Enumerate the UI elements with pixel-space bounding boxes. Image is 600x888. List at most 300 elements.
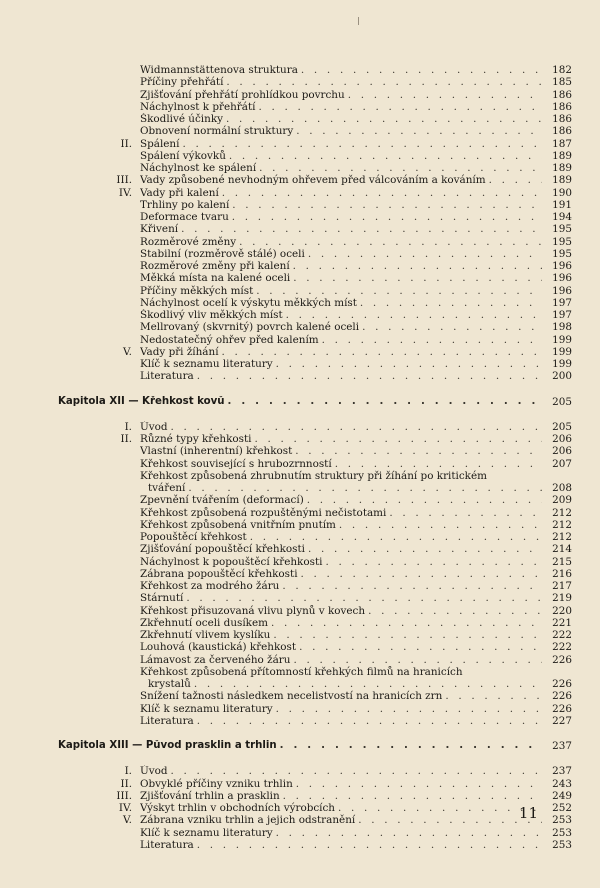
toc-entry	[140, 556, 542, 568]
toc-leader-dots	[445, 690, 542, 702]
toc-page-number: 208	[552, 482, 572, 494]
toc-entry	[140, 162, 542, 174]
toc-title: Vady při kalení	[140, 186, 219, 199]
toc-entry	[140, 690, 542, 702]
toc-chapter-row[interactable]	[0, 396, 600, 408]
toc-leader-dots	[229, 150, 542, 162]
toc-title: Kapitola XII — Křehkost kovů	[58, 395, 225, 407]
toc-row[interactable]	[0, 605, 600, 617]
toc-title: Zpevnění tvářením (deformací)	[140, 494, 304, 507]
toc-row[interactable]	[0, 507, 600, 519]
toc-row[interactable]	[0, 358, 600, 370]
toc-entry	[140, 568, 542, 580]
toc-title: Vady při žíhání	[140, 345, 219, 358]
toc-page-number: 205	[552, 395, 572, 408]
toc-entry	[140, 174, 542, 186]
toc-leader-dots	[293, 272, 542, 284]
toc-title: Obnovení normální struktury	[140, 125, 294, 138]
toc-entry	[140, 358, 542, 370]
toc-title: Křivení	[140, 223, 179, 236]
toc-title: Zábrana popouštěcí křehkosti	[140, 567, 298, 580]
toc-leader-dots	[256, 285, 542, 297]
toc-leader-dots	[171, 421, 542, 433]
toc-page-number: 226	[552, 678, 572, 690]
toc-row[interactable]	[0, 297, 600, 309]
toc-row[interactable]	[0, 346, 600, 358]
toc-page-number: 199	[552, 345, 572, 358]
toc-row[interactable]	[0, 89, 600, 101]
toc-page-number: 212	[552, 531, 572, 543]
toc-section-number: III.	[116, 174, 132, 187]
toc-entry	[140, 703, 542, 715]
toc-entry	[140, 346, 542, 358]
toc-leader-dots	[228, 396, 542, 408]
toc-title: Náchylnost ocelí k výskytu měkkých míst	[140, 296, 357, 309]
toc-page-number: 227	[552, 714, 572, 727]
toc-page-number: 222	[552, 629, 572, 641]
toc-row[interactable]	[0, 174, 600, 186]
toc-row[interactable]	[0, 248, 600, 260]
toc-row[interactable]	[0, 827, 600, 839]
toc-page-number: 215	[552, 555, 572, 568]
toc-row[interactable]	[0, 260, 600, 272]
toc-title: Spálení	[140, 137, 180, 150]
toc-row[interactable]	[0, 790, 600, 802]
toc-row[interactable]	[0, 199, 600, 211]
toc-leader-dots	[276, 358, 542, 370]
toc-title: Škodlivý vliv měkkých míst	[140, 309, 283, 321]
toc-row[interactable]	[0, 187, 600, 199]
toc-entry	[140, 260, 542, 272]
toc-title: Náchylnost ke spálení	[140, 162, 257, 174]
toc-title: Rozměrové změny	[140, 235, 237, 248]
toc-page-number: 196	[552, 272, 572, 285]
table-of-contents	[0, 64, 600, 851]
toc-page-number: 205	[552, 420, 572, 433]
toc-entry	[140, 113, 542, 125]
toc-title: Různé typy křehkosti	[140, 433, 252, 445]
toc-page-number: 198	[552, 321, 572, 334]
toc-page-number: 253	[552, 838, 572, 851]
toc-entry	[140, 839, 542, 851]
toc-page-number: 199	[552, 358, 572, 370]
toc-leader-dots	[280, 740, 542, 752]
toc-entry	[140, 211, 542, 223]
toc-leader-dots	[293, 260, 542, 272]
toc-title: Vlastní (inherentní) křehkost	[140, 445, 293, 458]
toc-leader-dots	[295, 445, 542, 457]
toc-page-number: 237	[552, 740, 572, 752]
toc-title: Zábrana vzniku trhlin a jejich odstranění	[140, 814, 356, 827]
toc-row[interactable]	[0, 592, 600, 604]
toc-section-number: V.	[123, 814, 132, 827]
toc-page-number: 196	[552, 260, 572, 272]
toc-leader-dots	[301, 64, 542, 76]
toc-title: Widmannstättenova struktura	[140, 64, 298, 76]
toc-title: Stárnutí	[140, 592, 184, 605]
toc-leader-dots	[232, 199, 542, 211]
toc-section-number: I.	[124, 420, 132, 433]
toc-row[interactable]	[0, 272, 600, 284]
toc-page-number: 206	[552, 433, 572, 445]
toc-title: Klíč k seznamu literatury	[140, 358, 273, 370]
toc-page-number: 226	[552, 690, 572, 703]
toc-row[interactable]	[0, 309, 600, 321]
toc-page-number: 190	[552, 186, 572, 199]
toc-leader-dots	[197, 370, 542, 382]
toc-title: Mell​rovaný (skvrnitý) povrch kalené oceli	[140, 321, 360, 334]
toc-leader-dots	[226, 113, 542, 125]
toc-page-number: 253	[552, 814, 572, 827]
toc-leader-dots	[489, 174, 542, 186]
toc-section-number: V.	[123, 345, 132, 358]
toc-page-number: 207	[552, 457, 572, 470]
toc-leader-dots	[182, 138, 542, 150]
toc-page-number: 195	[552, 223, 572, 236]
toc-leader-dots	[301, 568, 542, 580]
toc-title: Křehkost za modrého žáru	[140, 580, 280, 592]
toc-row[interactable]	[0, 690, 600, 702]
toc-page-number: 219	[552, 592, 572, 605]
toc-title: Křehkost způsobená přítomností křehkých filmů na hranicích	[140, 665, 463, 678]
toc-leader-dots	[296, 125, 542, 137]
toc-title: Náchylnost k přehřátí	[140, 100, 256, 113]
toc-row[interactable]	[0, 666, 600, 678]
toc-leader-dots	[308, 543, 542, 555]
toc-entry	[140, 76, 542, 88]
toc-title: Náchylnost k popouštěcí křehkosti	[140, 555, 323, 568]
toc-gap	[0, 727, 600, 740]
toc-leader-dots	[339, 519, 542, 531]
toc-page-number: 221	[552, 616, 572, 629]
toc-leader-dots	[360, 297, 542, 309]
toc-gap	[0, 383, 600, 396]
toc-row[interactable]	[0, 556, 600, 568]
toc-entry	[140, 334, 542, 346]
toc-leader-dots	[276, 703, 542, 715]
toc-title: Stabilní (rozměrově stálé) oceli	[140, 247, 305, 260]
toc-row[interactable]	[0, 433, 600, 445]
toc-title: Literatura	[140, 714, 194, 727]
toc-page-number: 186	[552, 88, 572, 101]
toc-page-number: 209	[552, 494, 572, 507]
toc-title: Kapitola XIII — Původ prasklin a trhlin	[58, 740, 277, 751]
toc-title: Klíč k seznamu literatury	[140, 702, 273, 715]
toc-leader-dots	[338, 802, 542, 814]
toc-row[interactable]	[0, 150, 600, 162]
toc-page-number: 186	[552, 113, 572, 125]
toc-page-number: 189	[552, 162, 572, 174]
toc-leader-dots	[322, 334, 542, 346]
toc-row[interactable]	[0, 654, 600, 666]
toc-title: Snížení tažnosti následkem necelistvostí na hranicích zrn	[140, 690, 443, 703]
toc-entry	[140, 138, 542, 150]
toc-entry	[140, 101, 542, 113]
toc-page-number: 217	[552, 580, 572, 592]
toc-row[interactable]	[0, 334, 600, 346]
toc-leader-dots	[276, 827, 542, 839]
toc-page-number: 237	[552, 765, 572, 778]
toc-page-number: 195	[552, 235, 572, 248]
toc-row[interactable]	[0, 162, 600, 174]
toc-leader-dots	[282, 580, 542, 592]
toc-title: Deformace tvaru	[140, 211, 229, 223]
toc-entry	[140, 641, 542, 653]
toc-row[interactable]	[0, 223, 600, 235]
toc-leader-dots	[181, 223, 542, 235]
toc-row[interactable]	[0, 715, 600, 727]
toc-entry	[140, 605, 542, 617]
toc-leader-dots	[308, 248, 542, 260]
toc-title: Křehkost způsobená rozpuštěnými nečistotami	[140, 506, 387, 519]
toc-title: Zjišťování přehřátí prohlídkou povrchu	[140, 88, 345, 101]
toc-entry	[140, 592, 542, 604]
toc-row[interactable]	[0, 802, 600, 814]
toc-page-number: 206	[552, 445, 572, 458]
toc-entry	[140, 458, 542, 470]
toc-title: Zkřehnutí vlivem kyslíku	[140, 629, 271, 641]
toc-row[interactable]	[0, 445, 600, 457]
toc-page-number: 186	[552, 125, 572, 138]
toc-title: Křehkost způsobená vnitřním pnutím	[140, 518, 336, 531]
toc-row[interactable]	[0, 568, 600, 580]
toc-title: Úvod	[140, 765, 168, 778]
toc-row[interactable]	[0, 778, 600, 790]
toc-title: Klíč k seznamu literatury	[140, 826, 273, 839]
toc-page-number: 187	[552, 137, 572, 150]
toc-section-number: IV.	[118, 186, 132, 199]
toc-page-number: 220	[552, 604, 572, 617]
toc-entry	[140, 309, 542, 321]
paper-mark	[358, 17, 359, 25]
toc-title: Zkřehnutí oceli dusíkem	[140, 616, 268, 629]
toc-entry	[140, 370, 542, 382]
toc-entry	[140, 199, 542, 211]
toc-section-number: II.	[120, 433, 132, 445]
toc-entry	[140, 507, 542, 519]
toc-title: Louhová (kaustická) křehkost	[140, 641, 297, 654]
toc-entry	[140, 272, 542, 284]
toc-entry	[140, 617, 542, 629]
toc-row[interactable]	[0, 76, 600, 88]
toc-page-number: 214	[552, 543, 572, 556]
toc-page-number: 194	[552, 211, 572, 223]
toc-title: Příčiny měkkých míst	[140, 284, 254, 297]
toc-row[interactable]	[0, 321, 600, 333]
toc-entry	[140, 223, 542, 235]
toc-row[interactable]	[0, 370, 600, 382]
toc-title: Příčiny přehřátí	[140, 76, 224, 89]
toc-row[interactable]	[0, 765, 600, 777]
toc-leader-dots	[258, 101, 542, 113]
toc-row[interactable]	[0, 113, 600, 125]
toc-row[interactable]	[0, 617, 600, 629]
toc-title: Lámavost za červeného žáru	[140, 653, 291, 666]
toc-entry	[140, 297, 542, 309]
toc-entry	[140, 187, 542, 199]
toc-page-number: 196	[552, 284, 572, 297]
toc-entry	[140, 64, 542, 76]
toc-leader-dots	[299, 641, 542, 653]
toc-leader-dots	[250, 531, 542, 543]
toc-entry	[140, 421, 542, 433]
toc-page-number: 182	[552, 64, 572, 76]
toc-entry	[140, 445, 542, 457]
toc-row[interactable]	[0, 64, 600, 76]
toc-title: Měkká místa na kalené oceli	[140, 272, 291, 285]
toc-leader-dots	[368, 605, 542, 617]
toc-entry	[140, 543, 542, 555]
toc-row[interactable]	[0, 494, 600, 506]
toc-leader-dots	[186, 592, 542, 604]
toc-entry	[140, 285, 542, 297]
toc-row[interactable]	[0, 236, 600, 248]
toc-title: Zjišťování popouštěcí křehkosti	[140, 543, 306, 556]
toc-chapter-row[interactable]	[0, 740, 600, 752]
toc-leader-dots	[286, 309, 542, 321]
toc-page-number: 249	[552, 789, 572, 802]
toc-entry	[140, 715, 542, 727]
toc-row[interactable]	[0, 703, 600, 715]
toc-page-number: 197	[552, 309, 572, 321]
toc-gap	[0, 408, 600, 421]
toc-row[interactable]	[0, 519, 600, 531]
toc-entry	[140, 89, 542, 101]
toc-leader-dots	[293, 654, 542, 666]
toc-leader-dots	[348, 89, 542, 101]
toc-title: Škodlivé účinky	[140, 113, 223, 125]
toc-title: Křehkost související s hrubozrnností	[140, 457, 332, 470]
toc-row[interactable]	[0, 629, 600, 641]
toc-leader-dots	[358, 814, 542, 826]
toc-row[interactable]	[0, 839, 600, 851]
toc-leader-dots	[197, 715, 542, 727]
toc-entry	[140, 802, 542, 814]
toc-leader-dots	[194, 678, 542, 690]
toc-leader-dots	[271, 617, 542, 629]
toc-entry	[140, 654, 542, 666]
toc-entry	[140, 321, 542, 333]
toc-page-number: 252	[552, 802, 572, 814]
toc-title: krystalů	[148, 678, 191, 690]
toc-entry	[140, 470, 542, 482]
toc-page-number: 253	[552, 826, 572, 839]
toc-entry	[140, 778, 542, 790]
toc-leader-dots	[259, 162, 542, 174]
toc-entry	[148, 678, 542, 690]
toc-section-number: IV.	[118, 802, 132, 814]
toc-entry	[140, 580, 542, 592]
toc-page-number: 186	[552, 100, 572, 113]
toc-entry	[140, 790, 542, 802]
toc-leader-dots	[171, 765, 542, 777]
toc-page-number: 191	[552, 198, 572, 211]
toc-leader-dots	[232, 211, 542, 223]
toc-page-number: 216	[552, 567, 572, 580]
toc-leader-dots	[283, 790, 542, 802]
toc-section-number: II.	[120, 137, 132, 150]
toc-title: Obvyklé příčiny vzniku trhlin	[140, 777, 293, 790]
toc-page-number: 222	[552, 641, 572, 654]
toc-row[interactable]	[0, 470, 600, 482]
toc-entry	[140, 236, 542, 248]
toc-leader-dots	[222, 187, 542, 199]
toc-page-number: 226	[552, 653, 572, 666]
toc-title: Trhliny po kalení	[140, 198, 230, 211]
toc-entry	[140, 827, 542, 839]
toc-row[interactable]	[0, 641, 600, 653]
toc-row[interactable]	[0, 678, 600, 690]
toc-title: Vady způsobené nevhodným ohřevem před válcováním a kováním	[140, 174, 486, 187]
toc-row[interactable]	[0, 482, 600, 494]
toc-leader-dots	[239, 236, 542, 248]
page-number: 11	[518, 804, 538, 822]
toc-row[interactable]	[0, 101, 600, 113]
toc-leader-dots	[335, 458, 542, 470]
toc-row[interactable]	[0, 814, 600, 826]
toc-row[interactable]	[0, 458, 600, 470]
toc-title: tváření	[148, 482, 186, 494]
toc-row[interactable]	[0, 421, 600, 433]
toc-page-number: 189	[552, 149, 572, 162]
toc-entry	[58, 740, 542, 752]
toc-section-number: III.	[116, 789, 132, 802]
toc-leader-dots	[362, 321, 542, 333]
toc-section-number: II.	[120, 777, 132, 790]
toc-entry	[140, 433, 542, 445]
toc-row[interactable]	[0, 125, 600, 137]
toc-entry	[140, 629, 542, 641]
toc-leader-dots	[273, 629, 542, 641]
toc-page-number: 199	[552, 333, 572, 346]
toc-entry	[148, 482, 542, 494]
toc-row[interactable]	[0, 211, 600, 223]
toc-title: Literatura	[140, 370, 194, 383]
toc-entry	[140, 150, 542, 162]
toc-leader-dots	[197, 839, 542, 851]
toc-page-number: 189	[552, 174, 572, 187]
toc-page-number: 212	[552, 506, 572, 519]
toc-leader-dots	[226, 76, 542, 88]
toc-title: Rozměrové změny při kalení	[140, 260, 290, 272]
toc-leader-dots	[307, 494, 542, 506]
toc-section-number: I.	[124, 765, 132, 778]
toc-title: Popouštěcí křehkost	[140, 531, 247, 543]
toc-entry	[140, 519, 542, 531]
toc-title: Křehkost způsobená zhrubnutím struktury při žíhání po kritickém	[140, 469, 487, 482]
toc-title: Zjišťování trhlin a prasklin	[140, 789, 280, 802]
toc-title: Výskyt trhlin v obchodních výrobcích	[140, 802, 336, 814]
toc-row[interactable]	[0, 580, 600, 592]
toc-page-number: 226	[552, 702, 572, 715]
toc-entry	[140, 814, 542, 826]
toc-leader-dots	[188, 482, 542, 494]
toc-leader-dots	[255, 433, 543, 445]
toc-title: Literatura	[140, 838, 194, 851]
toc-page-number: 200	[552, 370, 572, 383]
toc-page-number: 195	[552, 247, 572, 260]
toc-row[interactable]	[0, 531, 600, 543]
toc-row[interactable]	[0, 543, 600, 555]
toc-entry	[140, 494, 542, 506]
toc-leader-dots	[296, 778, 542, 790]
toc-page-number: 243	[552, 777, 572, 790]
toc-row[interactable]	[0, 138, 600, 150]
toc-entry	[140, 248, 542, 260]
toc-row[interactable]	[0, 285, 600, 297]
toc-title: Úvod	[140, 420, 168, 433]
toc-leader-dots	[389, 507, 542, 519]
